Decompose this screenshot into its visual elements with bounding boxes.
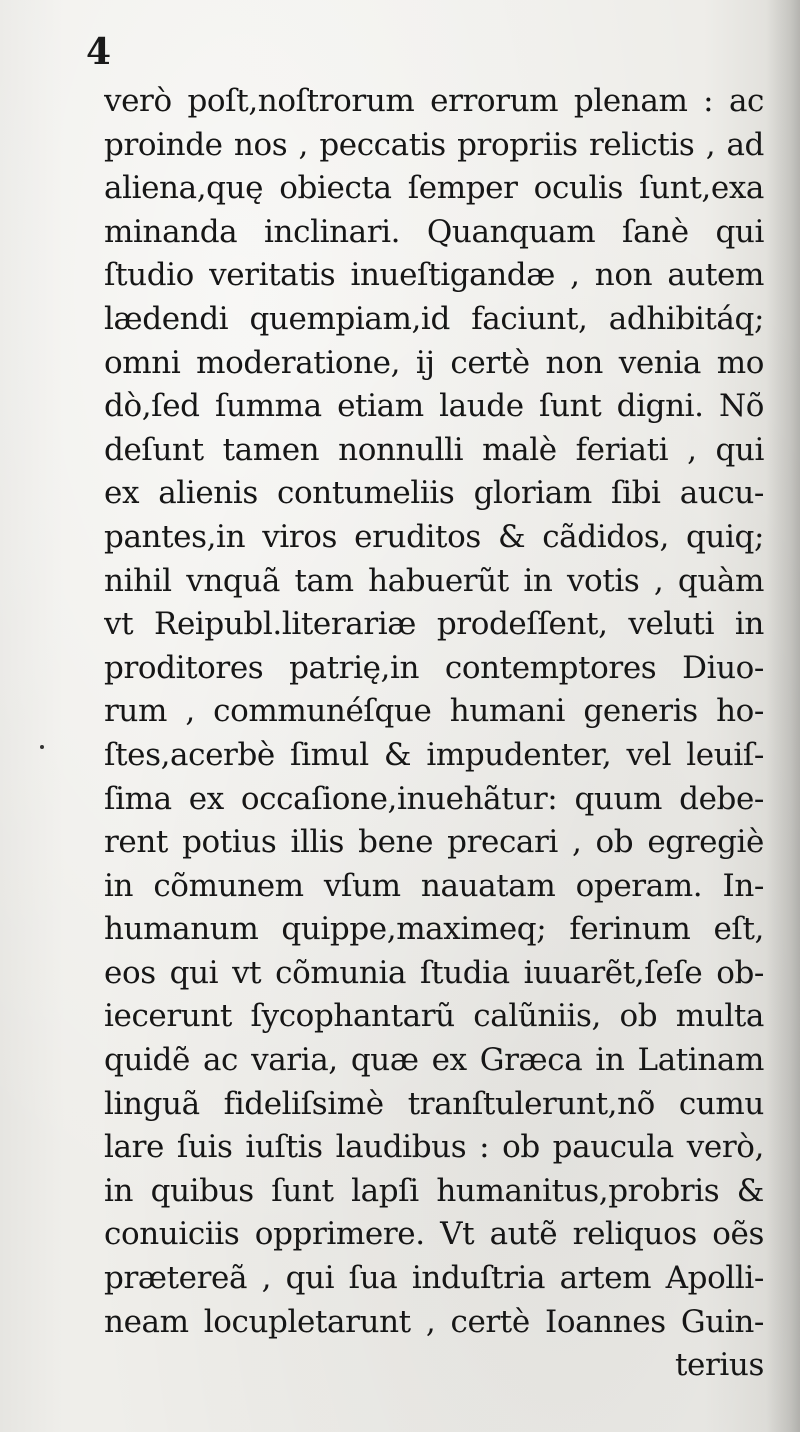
text-line-5: ſtudio veritatis inueſtigandæ , non autem	[104, 257, 764, 294]
ink-speck	[40, 745, 44, 749]
text-line-17: ſima ex occaſione,inuehãtur: quum debe-	[104, 780, 764, 817]
text-line-6: lædendi quempiam,id faciunt, adhibitáq;	[104, 300, 764, 337]
text-line-26: in quibus ſunt lapſi humanitus,probris &	[104, 1172, 764, 1209]
text-line-4: minanda inclinari. Quanquam ſanè qui	[104, 213, 764, 250]
text-line-19: in cõmunem vſum nauatam operam. In-	[104, 867, 764, 904]
text-line-29: neam locupletarunt , certè Ioannes Guin-	[104, 1303, 764, 1340]
text-line-28: prætereã , qui ſua induſtria artem Apolli-	[104, 1260, 764, 1297]
text-line-12: nihil vnquã tam habuerũt in votis , quàm	[104, 562, 764, 599]
text-line-25: lare ſuis iuſtis laudibus : ob paucula verò,	[104, 1129, 764, 1166]
text-line-23: quidẽ ac varia, quæ ex Græca in Latinam	[104, 1042, 764, 1079]
text-line-9: deſunt tamen nonnulli malè feriati , qui	[104, 431, 764, 468]
text-line-15: rum , communéſque humani generis ho-	[104, 693, 764, 730]
text-line-27: conuiciis opprimere. Vt autẽ reliquos oẽs	[104, 1216, 764, 1253]
text-line-8: dò,ſed ſumma etiam laude ſunt digni. Nõ	[104, 388, 764, 425]
page-number: 4	[86, 31, 112, 73]
text-line-1: verò poſt,noſtrorum errorum plenam : ac	[104, 83, 764, 119]
text-line-10: ex alienis contumeliis gloriam ſibi aucu-	[104, 475, 764, 512]
text-line-2: proinde nos , peccatis propriis relictis , ad	[104, 126, 764, 163]
page-edge-shadow	[766, 0, 800, 1432]
text-line-3: aliena,quę obiecta ſemper oculis ſunt,exa	[104, 170, 764, 207]
text-line-18: rent potius illis bene precari , ob egregiè	[104, 824, 764, 861]
catchword: terius	[674, 1347, 764, 1384]
text-line-11: pantes,in viros eruditos & cãdidos, quiq;	[104, 518, 764, 555]
text-line-13: vt Reipubl.literariæ prodeſſent, veluti in	[104, 606, 764, 643]
text-line-21: eos qui vt cõmunia ſtudia iuuarẽt,ſeſe ob-	[104, 954, 764, 991]
text-line-22: iecerunt ſycophantarũ calũniis, ob multa	[104, 998, 764, 1035]
body-text	[104, 80, 764, 1388]
text-line-16: ſtes,acerbè ſimul & impudenter, vel leuiſ-	[104, 736, 764, 773]
text-line-14: proditores patrię,in contemptores Diuo-	[104, 649, 764, 686]
text-line-20: humanum quippe,maximeq; ferinum eſt,	[104, 911, 764, 948]
text-line-24: linguã fideliſsimè tranſtulerunt,nõ cumu	[104, 1085, 764, 1122]
text-line-7: omni moderatione, ij certè non venia mo	[104, 344, 764, 381]
